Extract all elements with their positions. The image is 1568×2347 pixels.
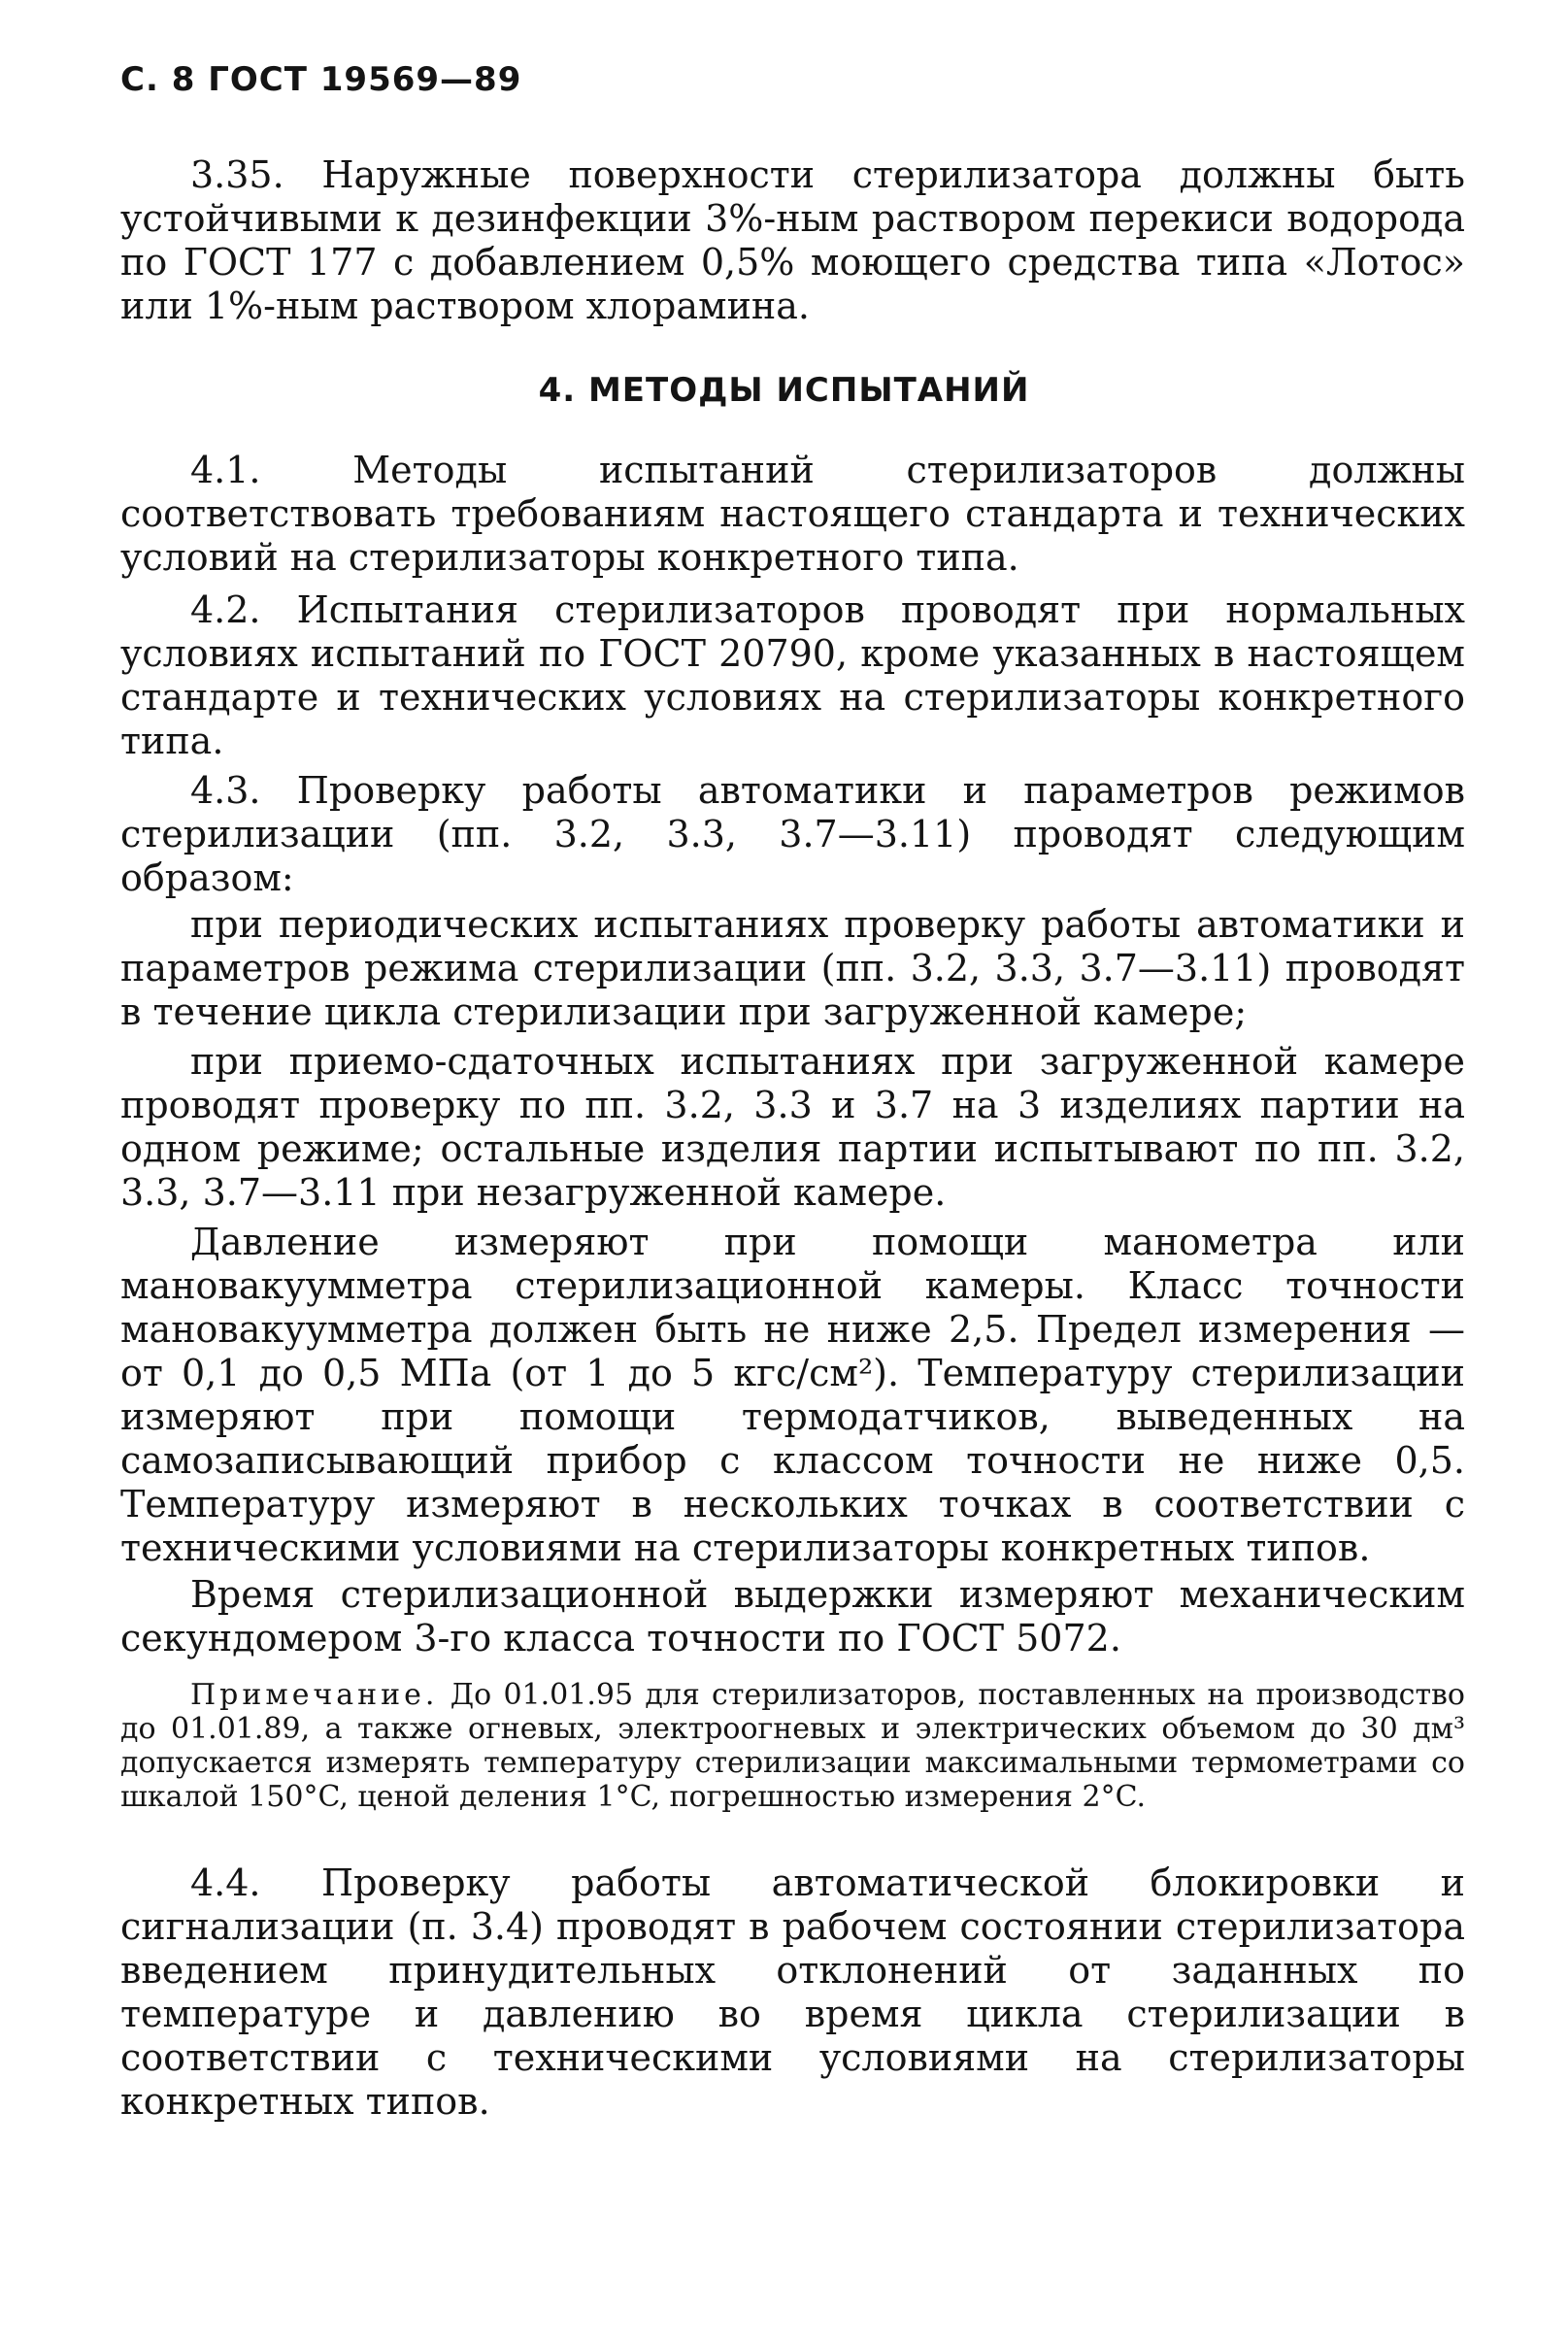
- paragraph-4-3: 4.3. Проверку работы автоматики и параметров режимов стерилизации (пп. 3.2, 3.3, 3.7—3.11) проводят следующим образом:: [120, 769, 1465, 899]
- page-header: С. 8 ГОСТ 19569—89: [120, 60, 522, 99]
- note-text: До 01.01.95 для стерилизаторов, поставленных на производство до 01.01.89, а также огневых, электроогневых и электрических объемом до 30 дм³ допускается измерять температуру стерилизации максимальными термометрами со шкалой 150°C, ценой деления 1°C, погрешностью измерения 2°C.: [120, 1678, 1465, 1814]
- paragraph-time-measurement: Время стерилизационной выдержки измеряют механическим секундомером 3-го класса точности по ГОСТ 5072.: [120, 1573, 1465, 1660]
- paragraph-pressure-measurement: Давление измеряют при помощи манометра или мановакуумметра стерилизационной камеры. Класс точности мановакуумметра должен быть не ниже 2,5. Предел измерения — от 0,1 до 0,5 МПа (от 1 до 5 кгс/см²). Температуру стерилизации измеряют при помощи термодатчиков, выведенных на самозаписывающий прибор с классом точности не ниже 0,5. Температуру измеряют в нескольких точках в соответствии с техническими условиями на стерилизаторы конкретных типов.: [120, 1221, 1465, 1569]
- section-title: 4. МЕТОДЫ ИСПЫТАНИЙ: [538, 371, 1030, 410]
- paragraph-4-2: 4.2. Испытания стерилизаторов проводят при нормальных условиях испытаний по ГОСТ 20790, кроме указанных в настоящем стандарте и технических условиях на стерилизаторы конкретного типа.: [120, 588, 1465, 762]
- paragraph-acceptance-tests: при приемо-сдаточных испытаниях при загруженной камере проводят проверку по пп. 3.2, 3.3 и 3.7 на 3 изделиях партии на одном режиме; остальные изделия партии испытывают по пп. 3.2, 3.3, 3.7—3.11 при незагруженной камере.: [120, 1040, 1465, 1214]
- paragraph-4-4: 4.4. Проверку работы автоматической блокировки и сигнализации (п. 3.4) проводят в рабочем состоянии стерилизатора введением принудительных отклонений от заданных по температуре и давлению во время цикла стерилизации в соответствии с техническими условиями на стерилизаторы конкретных типов.: [120, 1861, 1465, 2123]
- note-block: [120, 1678, 1465, 1814]
- paragraph-periodic-tests: при периодических испытаниях проверку работы автоматики и параметров режима стерилизации (пп. 3.2, 3.3, 3.7—3.11) проводят в течение цикла стерилизации при загруженной камере;: [120, 903, 1465, 1033]
- paragraph-3-35: 3.35. Наружные поверхности стерилизатора должны быть устойчивыми к дезинфекции 3%-ным раствором перекиси водорода по ГОСТ 177 с добавлением 0,5% моющего средства типа «Лотос» или 1%-ным раствором хлорамина.: [120, 153, 1465, 327]
- paragraph-4-1: 4.1. Методы испытаний стерилизаторов должны соответствовать требованиям настоящего стандарта и технических условий на стерилизаторы конкретного типа.: [120, 449, 1465, 579]
- note-label: Примечание.: [190, 1678, 439, 1712]
